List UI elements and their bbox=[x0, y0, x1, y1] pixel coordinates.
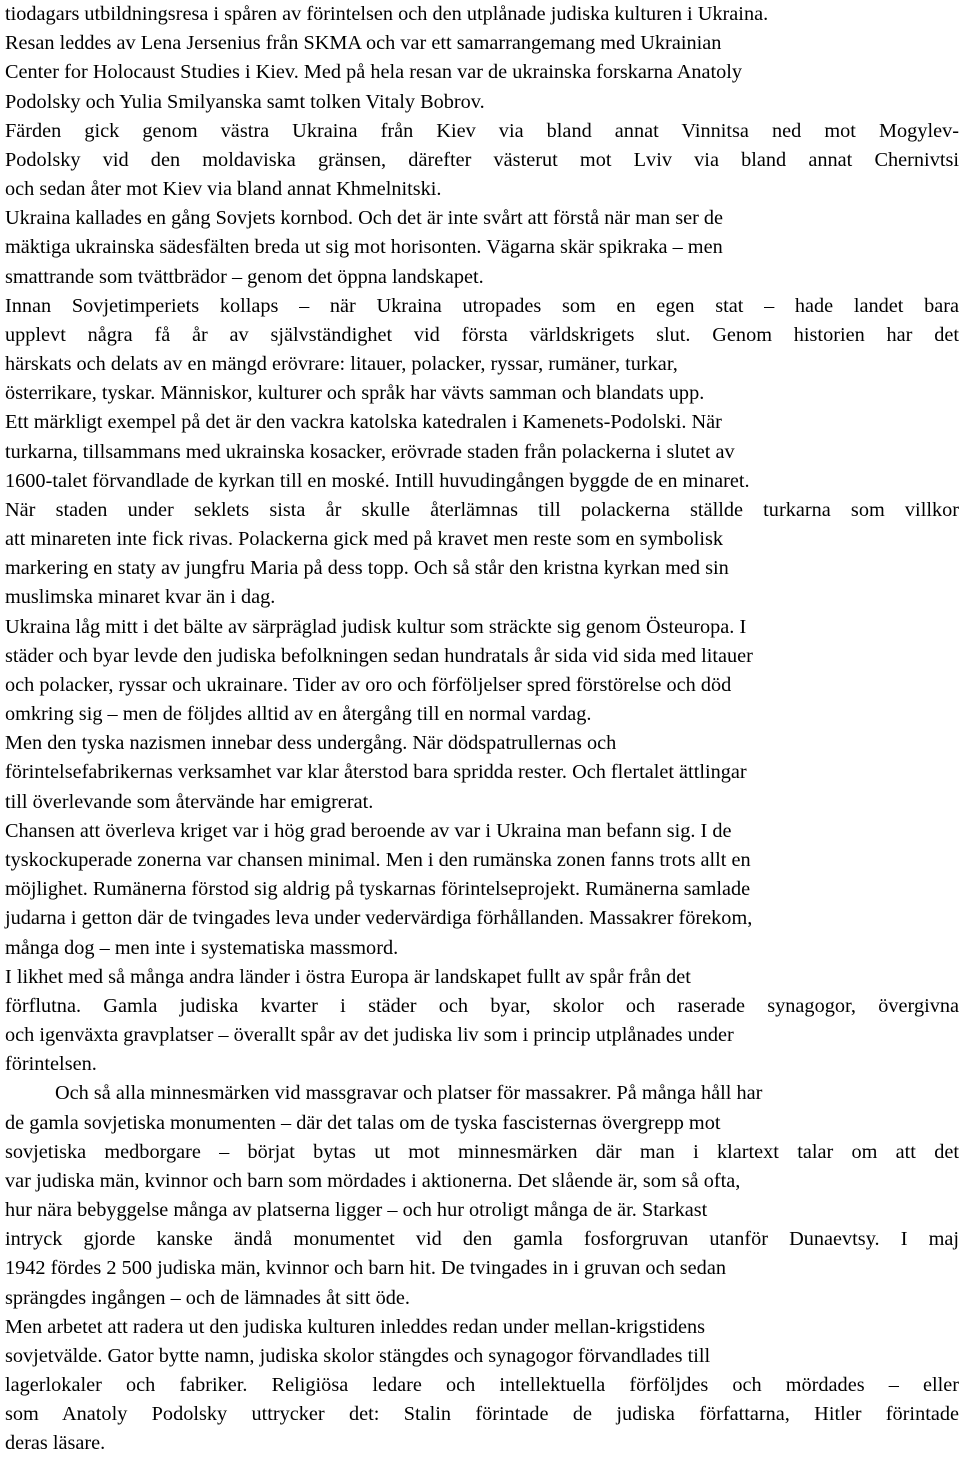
text-line: upplevt några få år av självständighet vid första världskrigets slut. Genom historien har det bbox=[5, 323, 959, 346]
text-line: hur nära bebyggelse många av platserna ligger – och hur otroligt många de är. Starkast bbox=[5, 1199, 708, 1222]
text-line: Ukraina kallades en gång Sovjets kornbod. Och det är inte svårt att förstå när man ser de bbox=[5, 207, 724, 230]
text-line: turkarna, tillsammans med ukrainska kosacker, erövrade staden från polackerna i slutet av bbox=[5, 440, 735, 463]
text-line: till överlevande som återvände har emigrerat. bbox=[5, 790, 374, 813]
text-line: intryck gjorde kanske ändå monumentet vid den gamla fosforgruvan utanför Dunaevtsy. I maj bbox=[5, 1228, 959, 1251]
text-line: möjlighet. Rumänerna förstod sig aldrig på tyskarnas förintelseprojekt. Rumänerna samlade bbox=[5, 878, 751, 901]
text-line: städer och byar levde den judiska befolkningen sedan hundratals år sida vid sida med litauer bbox=[5, 644, 753, 667]
text-line: Podolsky vid den moldaviska gränsen, därefter västerut mot Lviv via bland annat Chernivtsi bbox=[5, 148, 959, 171]
text-line: I likhet med så många andra länder i östra Europa är landskapet fullt av spår från det bbox=[5, 965, 691, 988]
text-line: många dog – men inte i systematiska massmord. bbox=[5, 936, 399, 959]
text-line: Podolsky och Yulia Smilyanska samt tolken Vitaly Bobrov. bbox=[5, 90, 485, 113]
text-line: tyskockuperade zonerna var chansen minimal. Men i den rumänska zonen fanns trots allt en bbox=[5, 848, 751, 871]
text-line: tiodagars utbildningsresa i spåren av förintelsen och den utplånade judiska kulturen i Ukraina. bbox=[5, 3, 769, 25]
text-line: österrikare, tyskar. Människor, kulturer och språk har vävts samman och blandats upp. bbox=[5, 382, 705, 405]
text-line: muslimska minaret kvar än i dag. bbox=[5, 586, 276, 609]
text-line: När staden under seklets sista år skulle återlämnas till polackerna ställde turkarna som villkor bbox=[5, 498, 959, 521]
text-line: förintelsefabrikernas verksamhet var klar återstod bara spridda rester. Och flertalet ättlingar bbox=[5, 761, 747, 784]
text-line: Center for Holocaust Studies i Kiev. Med på hela resan var de ukrainska forskarna Anatoly bbox=[5, 61, 743, 84]
document-body bbox=[5, 0, 959, 1459]
text-line: Chansen att överleva kriget var i hög grad beroende av var i Ukraina man befann sig. I de bbox=[5, 819, 732, 842]
text-line: att minareten inte fick rivas. Polackerna gick med på kravet men reste som en symbolisk bbox=[5, 528, 724, 551]
text-line: mäktiga ukrainska sädesfälten breda ut sig mot horisonten. Vägarna skär spikraka – men bbox=[5, 236, 723, 259]
text-line: sovjetvälde. Gator bytte namn, judiska skolor stängdes och synagogor förvandlades till bbox=[5, 1344, 711, 1367]
text-line: som Anatoly Podolsky uttrycker det: Stalin förintade de judiska författarna, Hitler förintade bbox=[5, 1403, 959, 1426]
text-line: Men den tyska nazismen innebar dess undergång. När dödspatrullernas och bbox=[5, 732, 617, 755]
text-line: Färden gick genom västra Ukraina från Kiev via bland annat Vinnitsa ned mot Mogylev- bbox=[5, 119, 959, 142]
text-line: förintelsen. bbox=[5, 1053, 97, 1076]
text-line: Resan leddes av Lena Jersenius från SKMA och var ett samarrangemang med Ukrainian bbox=[5, 32, 722, 55]
text-line: judarna i getton där de tvingades leva under vedervärdiga förhållanden. Massakrer förekom, bbox=[5, 907, 753, 930]
text-line: sovjetiska medborgare – börjat bytas ut mot minnesmärken där man i klartext talar om att det bbox=[5, 1140, 959, 1163]
text-line: var judiska män, kvinnor och barn som mördades i aktionerna. Det slående är, som så ofta, bbox=[5, 1169, 741, 1192]
text-line: och sedan åter mot Kiev via bland annat Khmelnitski. bbox=[5, 178, 442, 201]
text-line: Ett märkligt exempel på det är den vackra katolska katedralen i Kamenets-Podolski. När bbox=[5, 411, 722, 434]
text-line: härskats och delats av en mängd erövrare: litauer, polacker, ryssar, rumäner, turkar, bbox=[5, 353, 678, 376]
text-line: och polacker, ryssar och ukrainare. Tider av oro och förföljelser spred förstörelse och död bbox=[5, 673, 732, 696]
text-line: sprängdes ingången – och de lämnades åt sitt öde. bbox=[5, 1286, 410, 1309]
text-line: Och så alla minnesmärken vid massgravar och platser för massakrer. På många håll har bbox=[55, 1082, 763, 1105]
text-line: Ukraina låg mitt i det bälte av särpräglad judisk kultur som sträckte sig genom Östeuropa. I bbox=[5, 615, 747, 638]
text-line: 1942 fördes 2 500 judiska män, kvinnor och barn hit. De tvingades in i gruvan och sedan bbox=[5, 1257, 726, 1280]
text-line: omkring sig – men de följdes alltid av en återgång till en normal vardag. bbox=[5, 703, 592, 726]
text-line: deras läsare. bbox=[5, 1432, 106, 1455]
text-line: Innan Sovjetimperiets kollaps – när Ukraina utropades som en egen stat – hade landet bara bbox=[5, 294, 959, 317]
text-line: markering en staty av jungfru Maria på dess topp. Och så står den kristna kyrkan med sin bbox=[5, 557, 729, 580]
text-line: lagerlokaler och fabriker. Religiösa ledare och intellektuella förföljdes och mördades – eller bbox=[5, 1374, 959, 1397]
text-line: de gamla sovjetiska monumenten – där det talas om de tyska fascisternas övergrepp mot bbox=[5, 1111, 721, 1134]
text-line: Men arbetet att radera ut den judiska kulturen inleddes redan under mellan-krigstidens bbox=[5, 1315, 706, 1338]
text-line: förflutna. Gamla judiska kvarter i städer och byar, skolor och raserade synagogor, övergivna bbox=[5, 994, 959, 1017]
text-line: och igenväxta gravplatser – överallt spår av det judiska liv som i princip utplånades under bbox=[5, 1024, 734, 1047]
text-line: smattrande som tvättbrädor – genom det öppna landskapet. bbox=[5, 265, 484, 288]
text-line: 1600-talet förvandlade de kyrkan till en moské. Intill huvudingången byggde de en minaret. bbox=[5, 469, 750, 492]
